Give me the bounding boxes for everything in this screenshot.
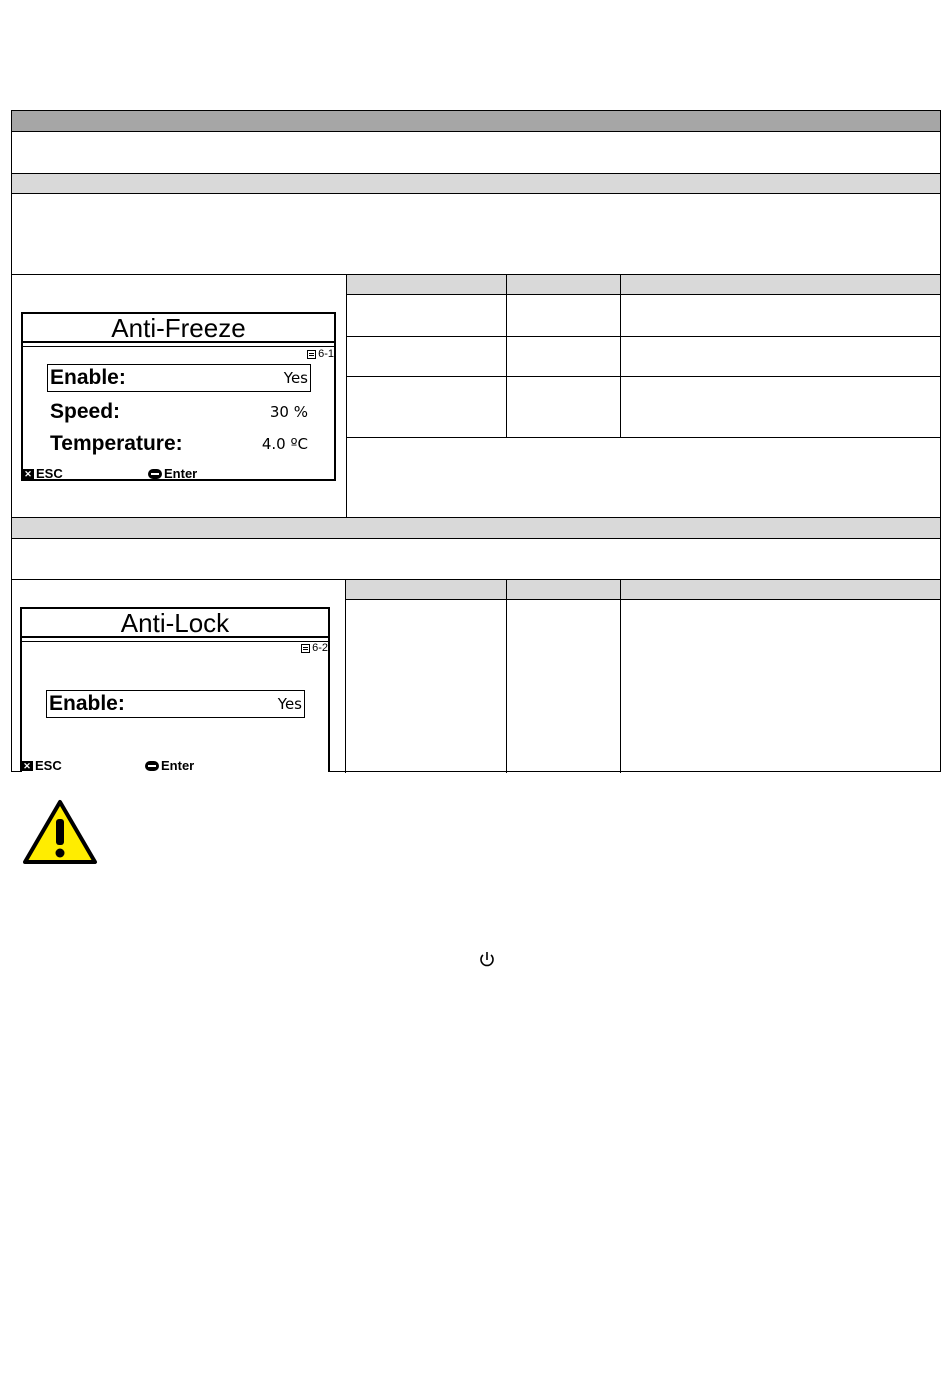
- enable-label: Enable:: [49, 692, 125, 715]
- enter-label: Enter: [164, 466, 198, 481]
- power-icon: [478, 950, 496, 975]
- anti-freeze-screen: [21, 312, 336, 481]
- screen-left-edge: [21, 343, 23, 481]
- esc-label: ESC: [35, 758, 62, 773]
- screen-title: Anti-Lock: [20, 607, 330, 638]
- esc-label: ESC: [36, 466, 63, 481]
- temperature-row[interactable]: [48, 430, 310, 458]
- subsection-header-bar-2: [12, 517, 940, 539]
- table1-left-divider: [346, 274, 347, 517]
- screen-right-edge: [334, 343, 336, 481]
- enter-button[interactable]: [145, 758, 194, 773]
- enable-value: Yes: [283, 369, 308, 387]
- enter-icon: [145, 761, 159, 771]
- enter-icon: [148, 469, 162, 479]
- esc-button[interactable]: [21, 758, 62, 773]
- speed-label: Speed:: [50, 400, 121, 423]
- enable-row[interactable]: [46, 690, 305, 718]
- table1-row-line: [347, 376, 940, 377]
- enable-value: Yes: [277, 695, 302, 713]
- enter-button[interactable]: [148, 466, 197, 481]
- screen-title-underline: [20, 641, 330, 642]
- esc-button[interactable]: [22, 466, 63, 481]
- menu-icon: [301, 644, 310, 653]
- enable-row[interactable]: [47, 364, 311, 392]
- table2-col-divider-2: [620, 580, 621, 773]
- speed-row[interactable]: [48, 398, 310, 426]
- screen-right-edge: [328, 638, 330, 772]
- table1-row-line: [347, 336, 940, 337]
- screen-title: Anti-Freeze: [21, 312, 336, 343]
- temperature-label: Temperature:: [50, 432, 183, 455]
- subsection-header-bar: [12, 173, 940, 194]
- table1-header: [347, 275, 940, 295]
- table1-col-divider-2: [620, 275, 621, 438]
- menu-icon: [307, 350, 316, 359]
- screen-code: [301, 642, 328, 654]
- enter-label: Enter: [161, 758, 195, 773]
- screen-code: [307, 348, 334, 360]
- esc-icon: ✕: [21, 761, 33, 771]
- table2-left-divider: [345, 579, 346, 773]
- speed-value: 30 %: [269, 403, 308, 421]
- table1-col-divider-1: [506, 275, 507, 438]
- table2-header: [346, 580, 940, 600]
- screen-code-text: 6-1: [318, 348, 334, 360]
- enable-label: Enable:: [50, 366, 126, 389]
- table1-row-line: [347, 437, 940, 438]
- anti-lock-screen: [20, 607, 330, 772]
- warning-triangle-icon: [22, 799, 98, 870]
- screen-left-edge: [20, 638, 22, 772]
- screen-title-underline: [21, 346, 336, 347]
- esc-icon: ✕: [22, 469, 34, 479]
- screen-code-text: 6-2: [312, 642, 328, 654]
- temperature-value: 4.0 ºC: [261, 435, 308, 453]
- table2-col-divider-1: [506, 580, 507, 773]
- section-header-bar: [12, 111, 940, 132]
